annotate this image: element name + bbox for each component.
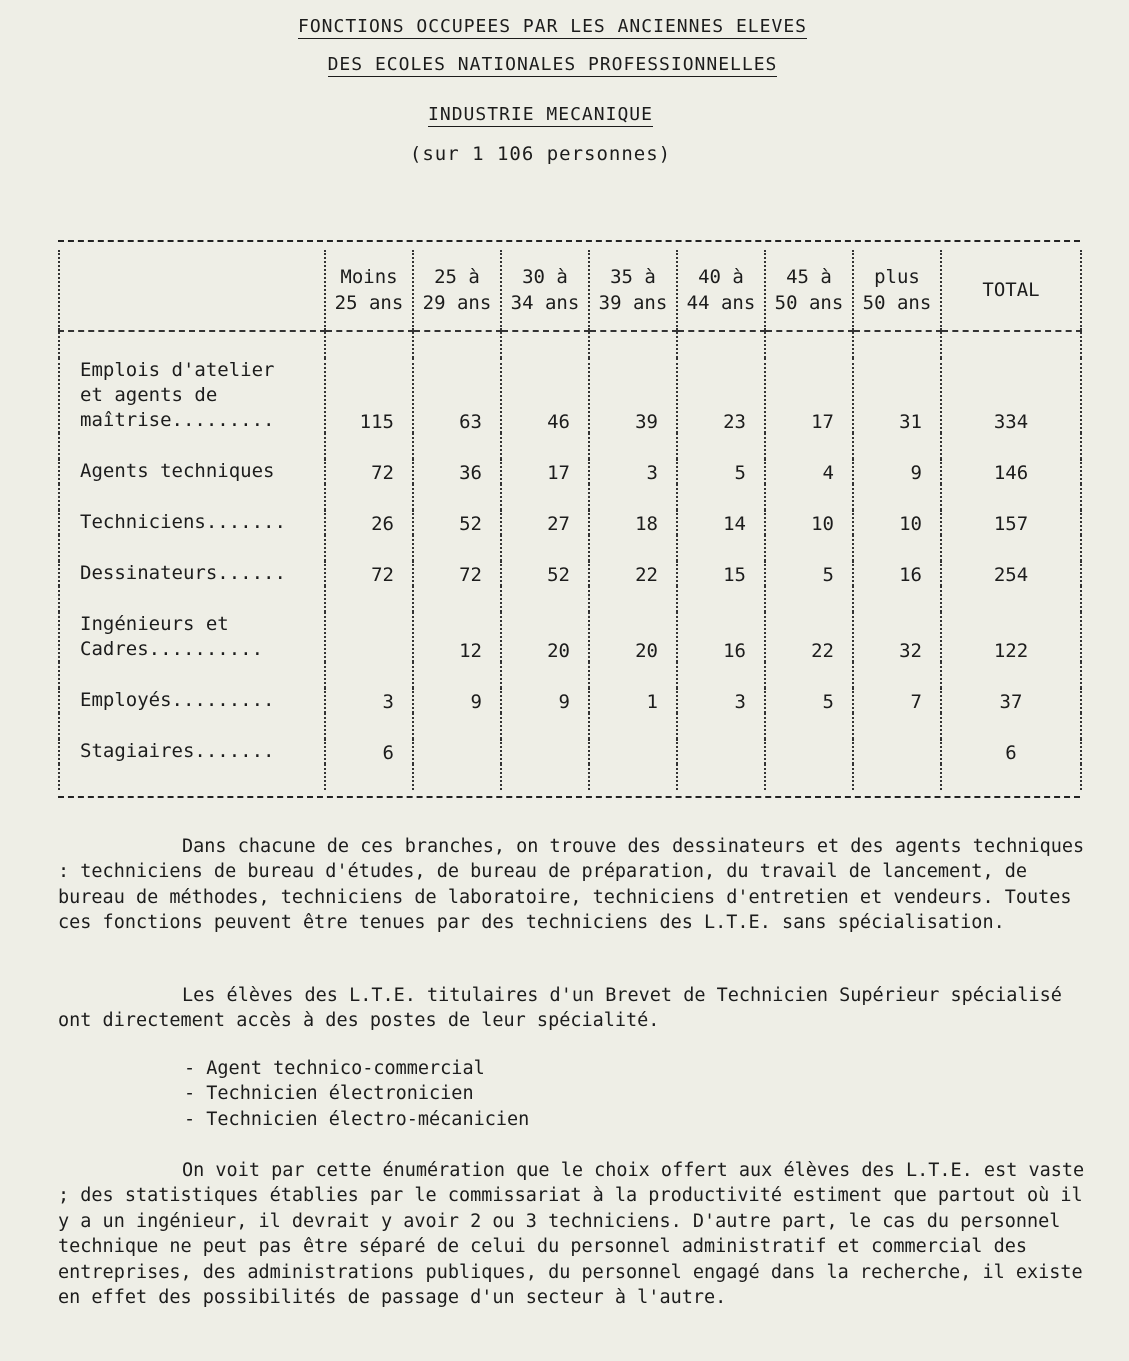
- cell-value: 27: [501, 510, 589, 535]
- cell-value: 20: [501, 612, 589, 662]
- cell-value: 9: [413, 688, 501, 713]
- cell-value: 1: [589, 688, 677, 713]
- table-top-rule: [58, 240, 1080, 242]
- cell-value: 63: [413, 358, 501, 433]
- cell-value: 72: [325, 561, 413, 586]
- cell-value: 10: [765, 510, 853, 535]
- cell-value: 16: [853, 561, 941, 586]
- cell-value: 10: [853, 510, 941, 535]
- cell-value: 52: [501, 561, 589, 586]
- paragraph-2-text: Les élèves des L.T.E. titulaires d'un Brevet de Technicien Supérieur spécialisé ont directement accès à des postes de leur spécialité.: [58, 985, 1062, 1032]
- cell-value: 72: [413, 561, 501, 586]
- paragraph-2: [58, 983, 1088, 1034]
- cell-total: 254: [941, 561, 1081, 586]
- table-header-row: [59, 250, 1081, 331]
- list-item: - Agent technico-commercial: [184, 1058, 485, 1079]
- header-cell: 25 à 29 ans: [413, 250, 501, 331]
- cell-value: 18: [589, 510, 677, 535]
- row-label: Techniciens.......: [59, 510, 325, 535]
- cell-value: 23: [677, 358, 765, 433]
- cell-total: 37: [941, 688, 1081, 713]
- paragraph-3-text: On voit par cette énumération que le choix offert aux élèves des L.T.E. est vaste ; des statistiques établies par le commissariat à la productivité estiment que partout où il y a un ingénieur, il devrait y avoir 2 ou 3 techniciens. D'autre part, le cas du personnel technique ne peut pas être séparé de celui du personnel administratif et commercial des entreprises, des administrations publiques, du personnel engagé dans la recherche, il existe en effet des possibilités de passage d'un secteur à l'autre.: [58, 1160, 1085, 1309]
- row-label: Dessinateurs......: [59, 561, 325, 586]
- cell-value: 20: [589, 612, 677, 662]
- title-line-3: INDUSTRIE MECANIQUE: [428, 104, 653, 125]
- cell-total: 334: [941, 358, 1081, 433]
- list-item: - Technicien électro-mécanicien: [184, 1108, 530, 1130]
- table-row: [59, 561, 1081, 586]
- table-row: [59, 688, 1081, 713]
- title-line-1: FONCTIONS OCCUPEES PAR LES ANCIENNES ELEVES: [298, 16, 807, 37]
- cell-value: 39: [589, 358, 677, 433]
- header-cell: 35 à 39 ans: [589, 250, 677, 331]
- cell-total: 6: [941, 739, 1081, 764]
- cell-value: 3: [677, 688, 765, 713]
- cell-value: 16: [677, 612, 765, 662]
- row-label: Employés.........: [59, 688, 325, 713]
- header-cell: plus 50 ans: [853, 250, 941, 331]
- cell-value: 6: [325, 739, 413, 764]
- row-label: Ingénieurs et Cadres..........: [59, 612, 325, 662]
- cell-value: 3: [325, 688, 413, 713]
- cell-value: 72: [325, 459, 413, 484]
- table-row: [59, 739, 1081, 764]
- cell-value: 3: [589, 459, 677, 484]
- cell-value: 5: [677, 459, 765, 484]
- cell-value: 5: [765, 688, 853, 713]
- cell-value: 31: [853, 358, 941, 433]
- cell-value: 9: [501, 688, 589, 713]
- cell-value: 36: [413, 459, 501, 484]
- table-row: [59, 459, 1081, 484]
- cell-value: 22: [765, 612, 853, 662]
- cell-value: 26: [325, 510, 413, 535]
- cell-value: [589, 739, 677, 764]
- cell-value: 12: [413, 612, 501, 662]
- table-row: [59, 510, 1081, 535]
- row-label: Agents techniques: [59, 459, 325, 484]
- cell-value: 46: [501, 358, 589, 433]
- cell-total: 157: [941, 510, 1081, 535]
- header-cell: 45 à 50 ans: [765, 250, 853, 331]
- cell-value: 7: [853, 688, 941, 713]
- cell-value: 5: [765, 561, 853, 586]
- paragraph-3: [58, 1158, 1088, 1310]
- paragraph-1: [58, 834, 1088, 936]
- cell-value: [677, 739, 765, 764]
- statistics-table: [58, 250, 1082, 790]
- subtitle: (sur 1 106 personnes): [409, 143, 672, 165]
- header-empty-cell: [59, 250, 325, 331]
- table-row: [59, 612, 1081, 662]
- cell-value: 14: [677, 510, 765, 535]
- title-line-2: DES ECOLES NATIONALES PROFESSIONNELLES: [327, 54, 778, 75]
- header-cell: Moins 25 ans: [325, 250, 413, 331]
- cell-value: [413, 739, 501, 764]
- cell-value: 115: [325, 358, 413, 433]
- cell-total: 122: [941, 612, 1081, 662]
- header-cell-total: TOTAL: [941, 250, 1081, 331]
- cell-value: 17: [501, 459, 589, 484]
- list-item: - Technicien électronicien: [184, 1083, 474, 1105]
- cell-total: 146: [941, 459, 1081, 484]
- cell-value: 9: [853, 459, 941, 484]
- cell-value: [853, 739, 941, 764]
- cell-value: 52: [413, 510, 501, 535]
- specialty-list: [184, 1056, 529, 1132]
- cell-value: [501, 739, 589, 764]
- cell-value: 22: [589, 561, 677, 586]
- cell-value: 15: [677, 561, 765, 586]
- cell-value: 32: [853, 612, 941, 662]
- cell-value: [325, 612, 413, 662]
- table-row: [59, 358, 1081, 433]
- cell-value: [765, 739, 853, 764]
- row-label: Emplois d'atelier et agents de maîtrise.........: [59, 358, 325, 433]
- header-cell: 40 à 44 ans: [677, 250, 765, 331]
- header-cell: 30 à 34 ans: [501, 250, 589, 331]
- row-label: Stagiaires.......: [59, 739, 325, 764]
- cell-value: 4: [765, 459, 853, 484]
- paragraph-1-text: Dans chacune de ces branches, on trouve des dessinateurs et des agents techniques : techniciens de bureau d'études, de bureau de préparation, du travail de lancement, de bureau de méthodes, techniciens de laboratoire, techniciens d'entretien et vendeurs. Toutes ces fonctions peuvent être tenues par des techniciens des L.T.E. sans spécialisation.: [58, 836, 1085, 934]
- cell-value: 17: [765, 358, 853, 433]
- table-bottom-rule: [58, 796, 1080, 798]
